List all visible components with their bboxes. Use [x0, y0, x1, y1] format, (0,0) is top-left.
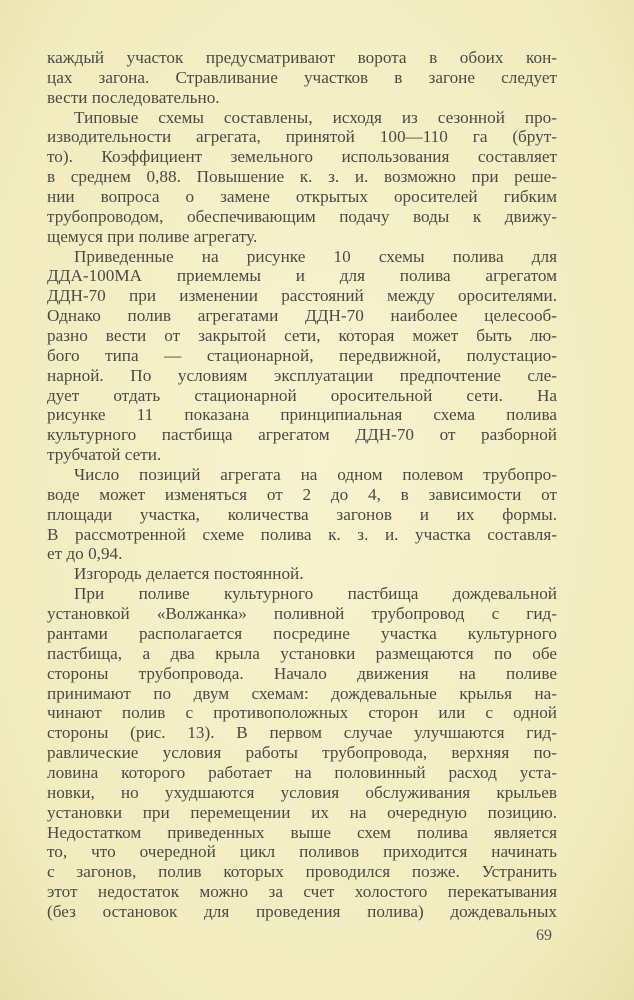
text-line: ДДА-100МА приемлемы и для полива агрегатом	[47, 266, 557, 286]
text-line: установки при перемещении их на очередную позицию.	[47, 802, 557, 822]
body-text	[47, 48, 557, 922]
text-line: то). Коэффициент земельного использования составляет	[47, 147, 557, 167]
text-line: воде может изменяться от 2 до 4, в зависимости от	[47, 484, 557, 504]
text-line: то, что очередной цикл поливов приходится начинать	[47, 842, 557, 862]
text-line: Приведенные на рисунке 10 схемы полива для	[74, 246, 557, 266]
page-number: 69	[536, 927, 552, 944]
text-line: щемуся при поливе агрегату.	[47, 226, 258, 246]
text-line: в среднем 0,88. Повышение к. з. и. возможно при реше-	[47, 167, 557, 187]
text-line: нии вопроса о замене открытых оросителей гибким	[47, 187, 557, 207]
text-line: (без остановок для проведения полива) дождевальных	[47, 901, 557, 921]
text-line: стороны трубопровода. Начало движения на поливе	[47, 663, 557, 683]
paragraph	[47, 564, 557, 584]
text-line: ловина которого работает на половинный расход уста-	[47, 762, 557, 782]
text-line: бого типа — стационарной, передвижной, полустацио-	[47, 345, 557, 365]
text-line: этот недостаток можно за счет холостого перекатывания	[47, 882, 557, 902]
text-line: каждый участок предусматривают ворота в обоих кон-	[47, 48, 557, 67]
text-line: равлические условия работы трубопровода, верхняя по-	[47, 743, 557, 763]
text-line: установкой «Волжанка» поливной трубопровод с гид-	[47, 604, 557, 624]
paragraph	[47, 48, 557, 108]
text-line: Однако полив агрегатами ДДН-70 наиболее целесооб-	[47, 306, 557, 326]
text-line: Изгородь делается постоянной.	[74, 564, 304, 584]
text-line: стороны (рис. 13). В первом случае улучшаются гид-	[47, 723, 557, 743]
text-line: В рассмотренной схеме полива к. з. и. участка составля-	[47, 524, 557, 544]
text-line: разно вести от закрытой сети, которая может быть лю-	[47, 326, 557, 346]
text-line: новки, но ухудшаются условия обслуживания крыльев	[47, 782, 557, 802]
text-line: дует отдать стационарной оросительной сети. На	[47, 385, 557, 405]
text-line: площади участка, количества загонов и их формы.	[47, 504, 557, 524]
text-line: Типовые схемы составлены, исходя из сезонной про-	[74, 107, 557, 127]
text-line: изводительности агрегата, принятой 100—110 га (брут-	[47, 127, 557, 147]
text-line: вести последовательно.	[47, 87, 220, 107]
text-line: принимают по двум схемам: дождевальные крылья на-	[47, 683, 557, 703]
text-line: рантами располагается посредине участка культурного	[47, 623, 557, 643]
text-line: трубопроводом, обеспечивающим подачу воды к движу-	[47, 206, 557, 226]
text-line: Число позиций агрегата на одном полевом трубопро-	[74, 465, 557, 485]
text-line: ДДН-70 при изменении расстояний между оросителями.	[47, 286, 557, 306]
paragraph	[47, 108, 557, 247]
text-line: пастбища, а два крыла установки размещаются по обе	[47, 643, 557, 663]
text-line: трубчатой сети.	[47, 445, 162, 465]
paragraph	[47, 584, 557, 922]
text-line: нарной. По условиям эксплуатации предпочтение сле-	[47, 365, 557, 385]
text-line: чинают полив с противоположных сторон или с одной	[47, 703, 557, 723]
text-line: Недостатком приведенных выше схем полива является	[47, 822, 557, 842]
paragraph	[47, 465, 557, 564]
text-line: с загонов, полив которых проводился позже. Устранить	[47, 862, 557, 882]
paragraph	[47, 247, 557, 465]
text-line: ет до 0,94.	[47, 544, 123, 564]
text-line: рисунке 11 показана принципиальная схема полива	[47, 405, 557, 425]
text-line: культурного пастбища агрегатом ДДН-70 от разборной	[47, 425, 557, 445]
text-line: цах загона. Стравливание участков в загоне следует	[47, 67, 557, 87]
text-line: При поливе культурного пастбища дождевальной	[74, 584, 557, 604]
